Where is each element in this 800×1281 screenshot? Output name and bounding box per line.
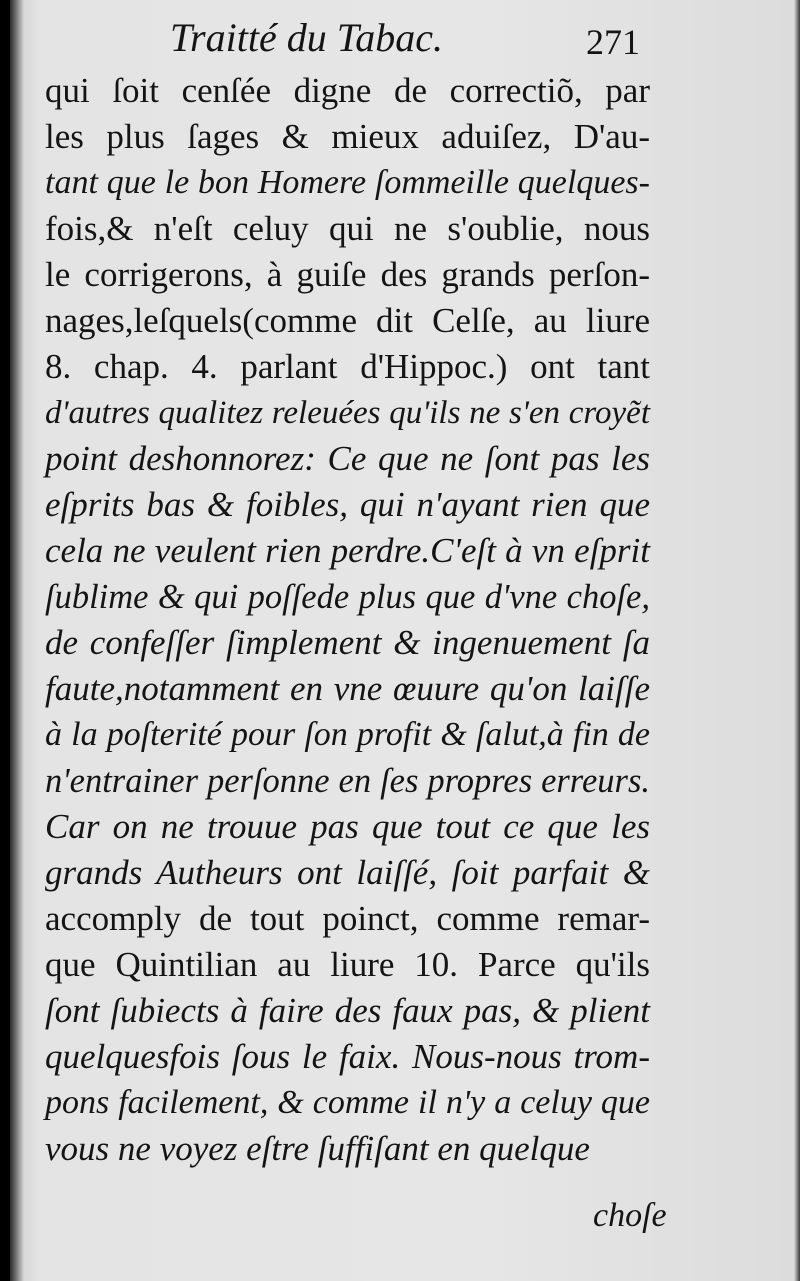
text-line: fois,& n'eſt celuy qui ne s'oublie, nous [45,209,650,248]
book-page [10,0,800,1281]
text-line: vous ne voyez eſtre ſuffiſant en quelque [45,1129,590,1168]
catchword: choſe [593,1197,667,1234]
page-edge [794,0,800,1281]
text-line: quelquesfois ſous le faix. Nous-nous trom- [45,1037,650,1076]
text-line: qui ſoit cenſée digne de correctiõ, par [45,71,650,110]
text-line: que Quintilian au liure 10. Parce qu'ils [45,945,650,984]
page-number: 271 [586,22,640,62]
text-line: n'entrainer perſonne en ſes propres erreurs. [45,762,650,800]
running-title: Traitté du Tabac. [170,15,444,60]
text-line: ſont ſubiects à faire des faux pas, & plient [45,991,650,1030]
text-line: accomply de tout poinct, comme remar- [45,899,650,938]
gutter-shadow [10,0,24,1281]
body-text [45,68,650,1172]
text-line: tant que le bon Homere ſommeille quelques- [45,164,650,201]
text-line: les plus ſages & mieux aduiſez, D'au- [45,117,650,156]
text-line: de confeſſer ſimplement & ingenuement ſa [45,623,650,662]
text-line: eſprits bas & foibles, qui n'ayant rien que [45,485,650,524]
text-line: cela ne veulent rien perdre.C'eſt à vn eſprit [45,531,650,570]
text-line: pons facilement, & comme il n'y a celuy que [45,1084,650,1121]
page-header [170,8,640,68]
text-line: point deshonnorez: Ce que ne ſont pas les [45,439,650,478]
text-line: nages,leſquels(comme dit Celſe, au liure [45,301,650,340]
text-line: 8. chap. 4. parlant d'Hippoc.) ont tant [45,347,650,386]
text-line: ſublime & qui poſſede plus que d'vne choſe, [45,578,650,616]
text-line: d'autres qualitez releuées qu'ils ne s'en croyẽt [45,395,650,431]
text-line: Car on ne trouue pas que tout ce que les [45,807,650,846]
text-line: le corrigerons, à guiſe des grands perſon- [45,255,650,294]
text-line: grands Autheurs ont laiſſé, ſoit parfait & [45,853,650,892]
text-line: à la poſterité pour ſon profit & ſalut,à fin de [45,716,650,753]
text-line: faute,notamment en vne œuure qu'on laiſſe [45,669,650,708]
